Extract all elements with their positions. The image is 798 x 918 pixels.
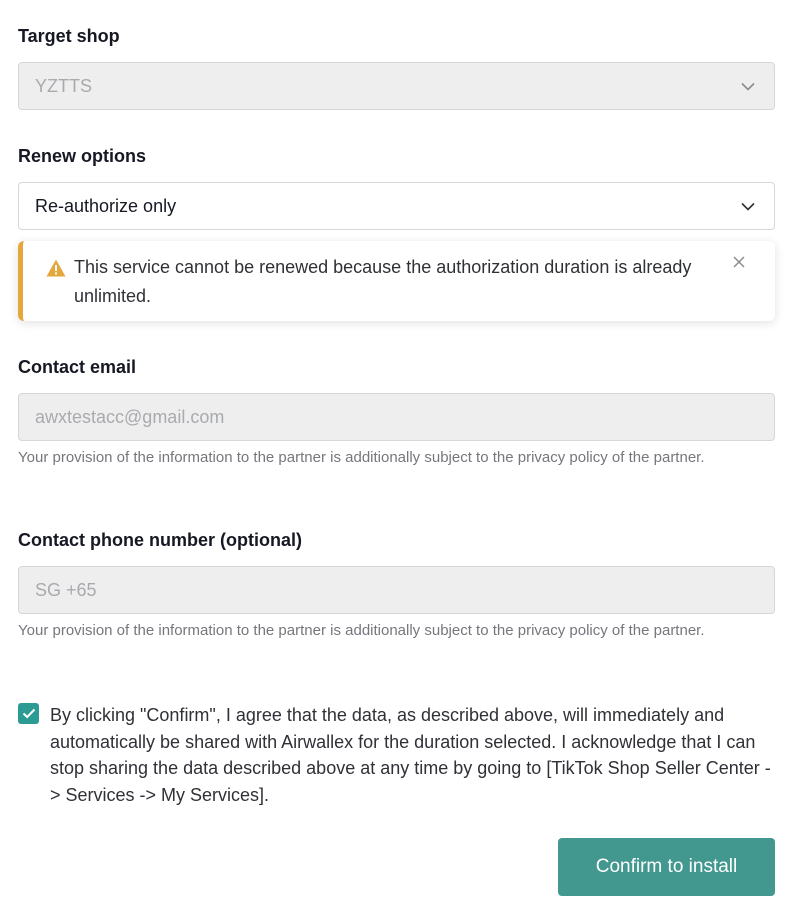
contact-phone-field[interactable]	[18, 566, 775, 614]
contact-email-help: Your provision of the information to the partner is additionally subject to the privacy policy of the partner.	[18, 449, 705, 466]
target-shop-value: YZTTS	[35, 75, 92, 96]
check-icon	[22, 708, 36, 719]
renew-options-label: Renew options	[18, 146, 147, 166]
chevron-down-icon	[738, 76, 758, 96]
contact-email-label: Contact email	[18, 357, 137, 377]
contact-phone-placeholder: SG +65	[35, 579, 97, 600]
contact-email-field[interactable]	[18, 393, 775, 441]
warning-alert	[18, 241, 775, 321]
consent-text: By clicking "Confirm", I agree that the data, as described above, will immediately and automatically be shared with Airwallex for the duration selected. I acknowledge that I can stop sharing the data described above at any time by going to [TikTok Shop Seller Center -> Services -> My Services].	[50, 705, 771, 805]
warning-icon	[45, 258, 67, 278]
renew-options-select[interactable]	[18, 182, 775, 230]
target-shop-label: Target shop	[18, 26, 120, 46]
chevron-down-icon	[738, 196, 758, 216]
consent-checkbox[interactable]	[18, 703, 39, 724]
contact-phone-label: Contact phone number (optional)	[18, 530, 302, 550]
renew-options-value: Re-authorize only	[35, 195, 177, 216]
target-shop-select[interactable]	[18, 62, 775, 110]
contact-email-placeholder: awxtestacc@gmail.com	[35, 406, 225, 427]
alert-message: This service cannot be renewed because the authorization duration is already unlimited.	[74, 257, 692, 306]
confirm-install-button[interactable]: Confirm to install	[558, 838, 775, 896]
contact-phone-help: Your provision of the information to the partner is additionally subject to the privacy policy of the partner.	[18, 622, 705, 639]
close-icon[interactable]	[729, 252, 749, 272]
